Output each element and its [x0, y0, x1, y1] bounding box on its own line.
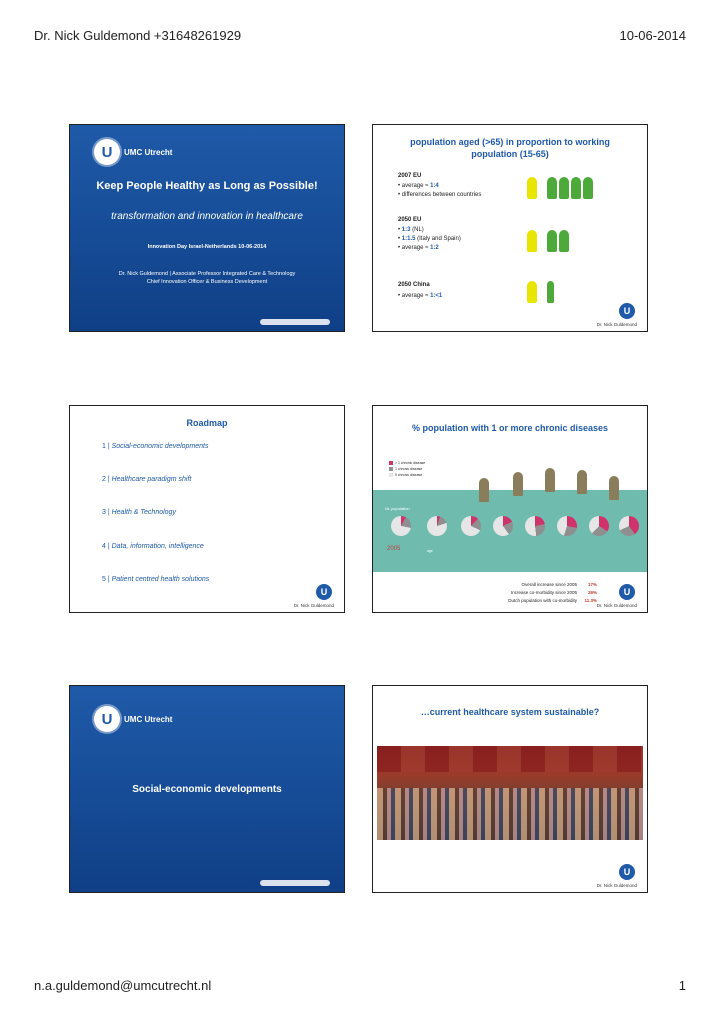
brand-bar [260, 319, 330, 325]
nl-population-label: NL population [385, 506, 410, 511]
photo-banner [377, 746, 643, 772]
pie-chart [589, 516, 609, 536]
person-icon [559, 177, 569, 199]
list-item: • differences between countries [398, 192, 482, 198]
person-icon [577, 470, 587, 494]
umc-logo-icon: U [94, 139, 120, 165]
pie-chart [525, 516, 545, 536]
figures-china [527, 281, 554, 303]
roadmap-item-2: 2 | Healthcare paradigm shift [102, 476, 192, 483]
list-item: • average ≈ 1:<1 [398, 293, 443, 299]
slide-roadmap [69, 405, 345, 613]
figures-2007 [527, 177, 593, 199]
photo-crowd [377, 788, 643, 840]
roadmap-item-4: 4 | Data, information, intelligence [102, 543, 204, 550]
pie-chart [557, 516, 577, 536]
section-china: 2050 China [398, 282, 430, 288]
section-title: Social-economic developments [132, 784, 282, 795]
list-china [398, 292, 442, 301]
list-item: • 1:3 (NL) [398, 227, 424, 233]
stat-row: Dutch population with co-morbidity 11.3% [508, 598, 597, 603]
event-line: Innovation Day Israel-Netherlands 10-06-2014 [147, 244, 267, 250]
slide-footer-name: Dr. Nick Guldemond [596, 883, 637, 888]
page-footer [34, 978, 686, 996]
umc-logo [94, 706, 172, 732]
logo-text: UMC Utrecht [124, 714, 173, 724]
pie-chart [493, 516, 513, 536]
header-date: 10-06-2014 [619, 28, 686, 43]
header-contact: Dr. Nick Guldemond +31648261929 [34, 28, 242, 43]
umc-logo-icon: U [619, 584, 635, 600]
legend-item: 0 chronic disease [389, 472, 425, 478]
slide-title: % population with 1 or more chronic diseases [411, 423, 609, 433]
person-icon [609, 476, 619, 500]
page-number: 1 [678, 978, 686, 993]
title-line-2: population (15-65) [471, 149, 549, 159]
year-label: 2005 [387, 546, 401, 552]
slide-section-social-economic [69, 685, 345, 893]
umc-logo-icon: U [94, 706, 120, 732]
pie-chart [427, 516, 447, 536]
slide-footer-name: Dr. Nick Guldemond [596, 322, 637, 327]
stat-row: Overall increase since 2005 17% [521, 582, 597, 587]
person-icon [527, 281, 537, 303]
person-icon [547, 177, 557, 199]
slide-healthcare-sustainable [372, 685, 648, 893]
stat-row: Increase co-morbidity since 2005 26% [510, 590, 597, 595]
logo-text: UMC Utrecht [124, 147, 173, 157]
umc-logo-icon: U [619, 303, 635, 319]
roadmap-item-5: 5 | Patient centred health solutions [102, 576, 210, 583]
slide-population-ratio [372, 124, 648, 332]
author-line-2: Chief Innovation Officer & Business Development [146, 279, 268, 285]
slide-title-page [69, 124, 345, 332]
person-icon [479, 478, 489, 502]
slide-footer-name: Dr. Nick Guldemond [293, 603, 334, 608]
roadmap-item-3: 3 | Health & Technology [102, 509, 176, 516]
legend-item: 1 chronic disease [389, 466, 425, 472]
pie-chart [461, 516, 481, 536]
person-icon [559, 230, 569, 252]
person-icon [545, 468, 555, 492]
author-block [70, 270, 344, 286]
person-icon [527, 177, 537, 199]
list-2007 [398, 182, 481, 200]
slide-chronic-diseases [372, 405, 648, 613]
person-icon [547, 230, 557, 252]
slide-title: Roadmap [186, 418, 228, 428]
stats-block [461, 581, 597, 605]
page-header [34, 28, 686, 46]
umc-logo-icon: U [619, 864, 635, 880]
figures-2050 [527, 230, 569, 252]
legend [389, 460, 425, 478]
list-2050 [398, 226, 461, 253]
person-icon [527, 230, 537, 252]
list-item: • average ≈ 1:2 [398, 245, 439, 251]
section-2050: 2050 EU [398, 217, 422, 223]
crowd-photo [377, 746, 643, 840]
slide-title: Keep People Healthy as Long as Possible! [96, 180, 318, 192]
list-item: • average ≈ 1:4 [398, 183, 439, 189]
roadmap-item-1: 1 | Social-economic developments [102, 443, 209, 450]
list-item: • 1:1.5 (Italy and Spain) [398, 236, 461, 242]
umc-logo-icon: U [316, 584, 332, 600]
section-2007: 2007 EU [398, 173, 422, 179]
slide-title: …current healthcare system sustainable? [420, 707, 600, 717]
author-line-1: Dr. Nick Guldemond | Associate Professor Integrated Care & Technology [118, 271, 296, 277]
slide-subtitle: transformation and innovation in healthcare [111, 211, 303, 222]
pie-chart [619, 516, 639, 536]
legend-item: > 1 chronic disease [389, 460, 425, 466]
slide-footer-name: Dr. Nick Guldemond [596, 603, 637, 608]
footer-email: n.a.guldemond@umcutrecht.nl [34, 978, 212, 993]
pie-chart [391, 516, 411, 536]
slide-title [373, 136, 647, 160]
umc-logo [94, 139, 172, 165]
person-icon [513, 472, 523, 496]
age-label: age [427, 549, 433, 553]
person-icon [571, 177, 581, 199]
title-line-1: population aged (>65) in proportion to working [410, 137, 610, 147]
person-icon [547, 281, 554, 303]
person-icon [583, 177, 593, 199]
brand-bar [260, 880, 330, 886]
